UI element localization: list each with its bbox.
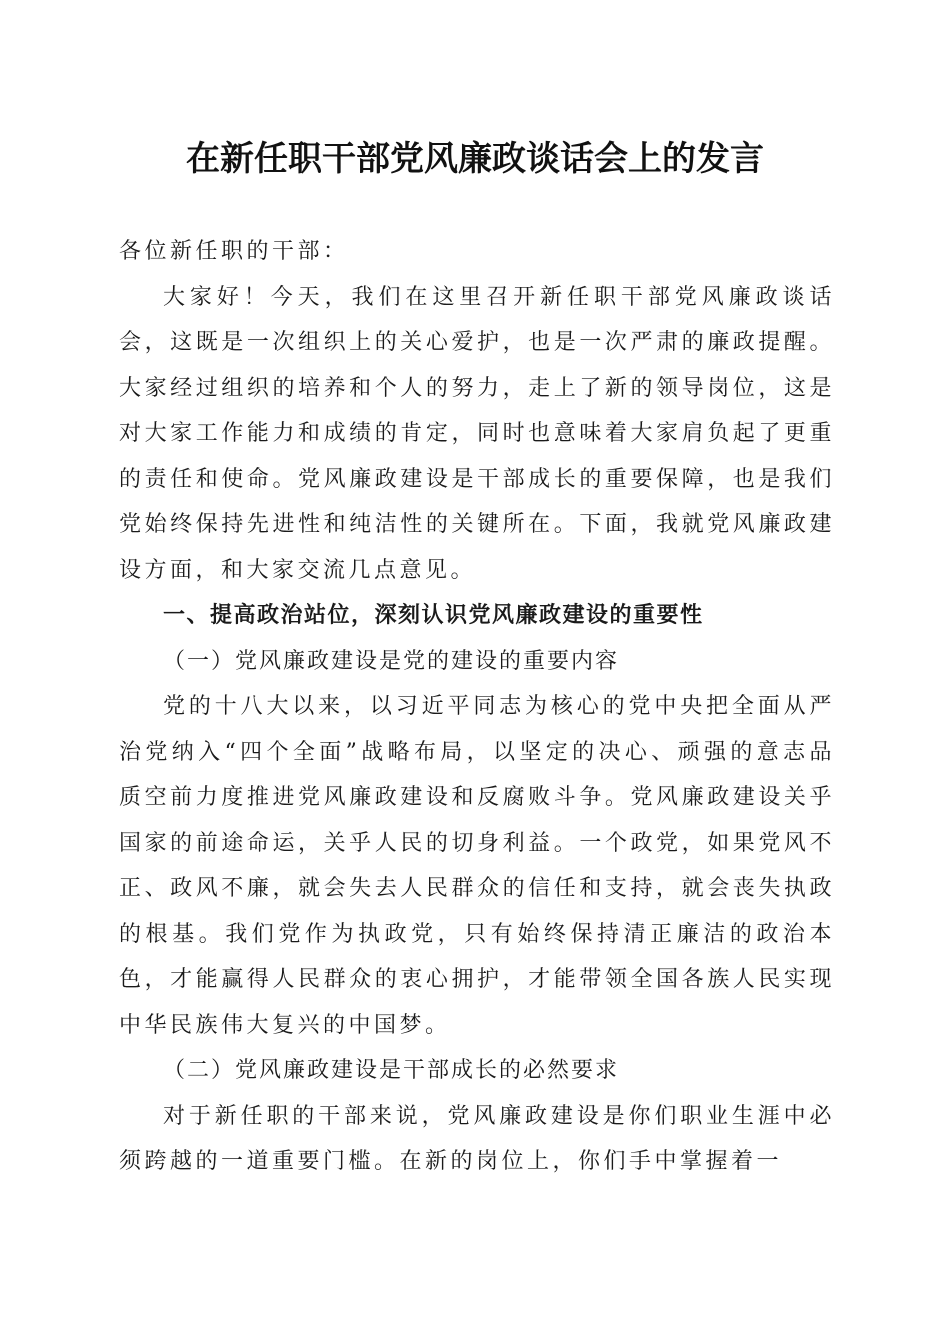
document-title: 在新任职干部党风廉政谈话会上的发言 [186,139,764,179]
document-body [119,229,835,1185]
subsection-2-paragraph: 对于新任职的干部来说，党风廉政建设是你们职业生涯中必须跨越的一道重要门槛。在新的岗位上，你们手中掌握着一 [119,1103,835,1174]
section-1-heading: 一、提高政治站位，深刻认识党风廉政建设的重要性 [163,602,704,628]
subsection-1-heading: （一）党风廉政建设是党的建设的重要内容 [163,648,620,674]
subsection-1-paragraph: 党的十八大以来，以习近平同志为核心的党中央把全面从严治党纳入“四个全面”战略布局，以坚定的决心、顽强的意志品质空前力度推进党风廉政建设和反腐败斗争。党风廉政建设关乎国家的前途命运，关乎人民的切身利益。一个政党，如果党风不正、政风不廉，就会失去人民群众的信任和支持，就会丧失执政的根基。我们党作为执政党，只有始终保持清正廉洁的政治本色，才能赢得人民群众的衷心拥护，才能带领全国各族人民实现中华民族伟大复兴的中国梦。 [119,694,835,1038]
subsection-2-heading: （二）党风廉政建设是干部成长的必然要求 [163,1058,620,1083]
intro-paragraph: 大家好！今天，我们在这里召开新任职干部党风廉政谈话会，这既是一次组织上的关心爱护，也是一次严肃的廉政提醒。大家经过组织的培养和个人的努力，走上了新的领导岗位，这是对大家工作能力和成绩的肯定，同时也意味着大家肩负起了更重的责任和使命。党风廉政建设是干部成长的重要保障，也是我们党始终保持先进性和纯洁性的关键所在。下面，我就党风廉政建设方面，和大家交流几点意见。 [119,284,835,583]
salutation: 各位新任职的干部： [119,239,349,264]
